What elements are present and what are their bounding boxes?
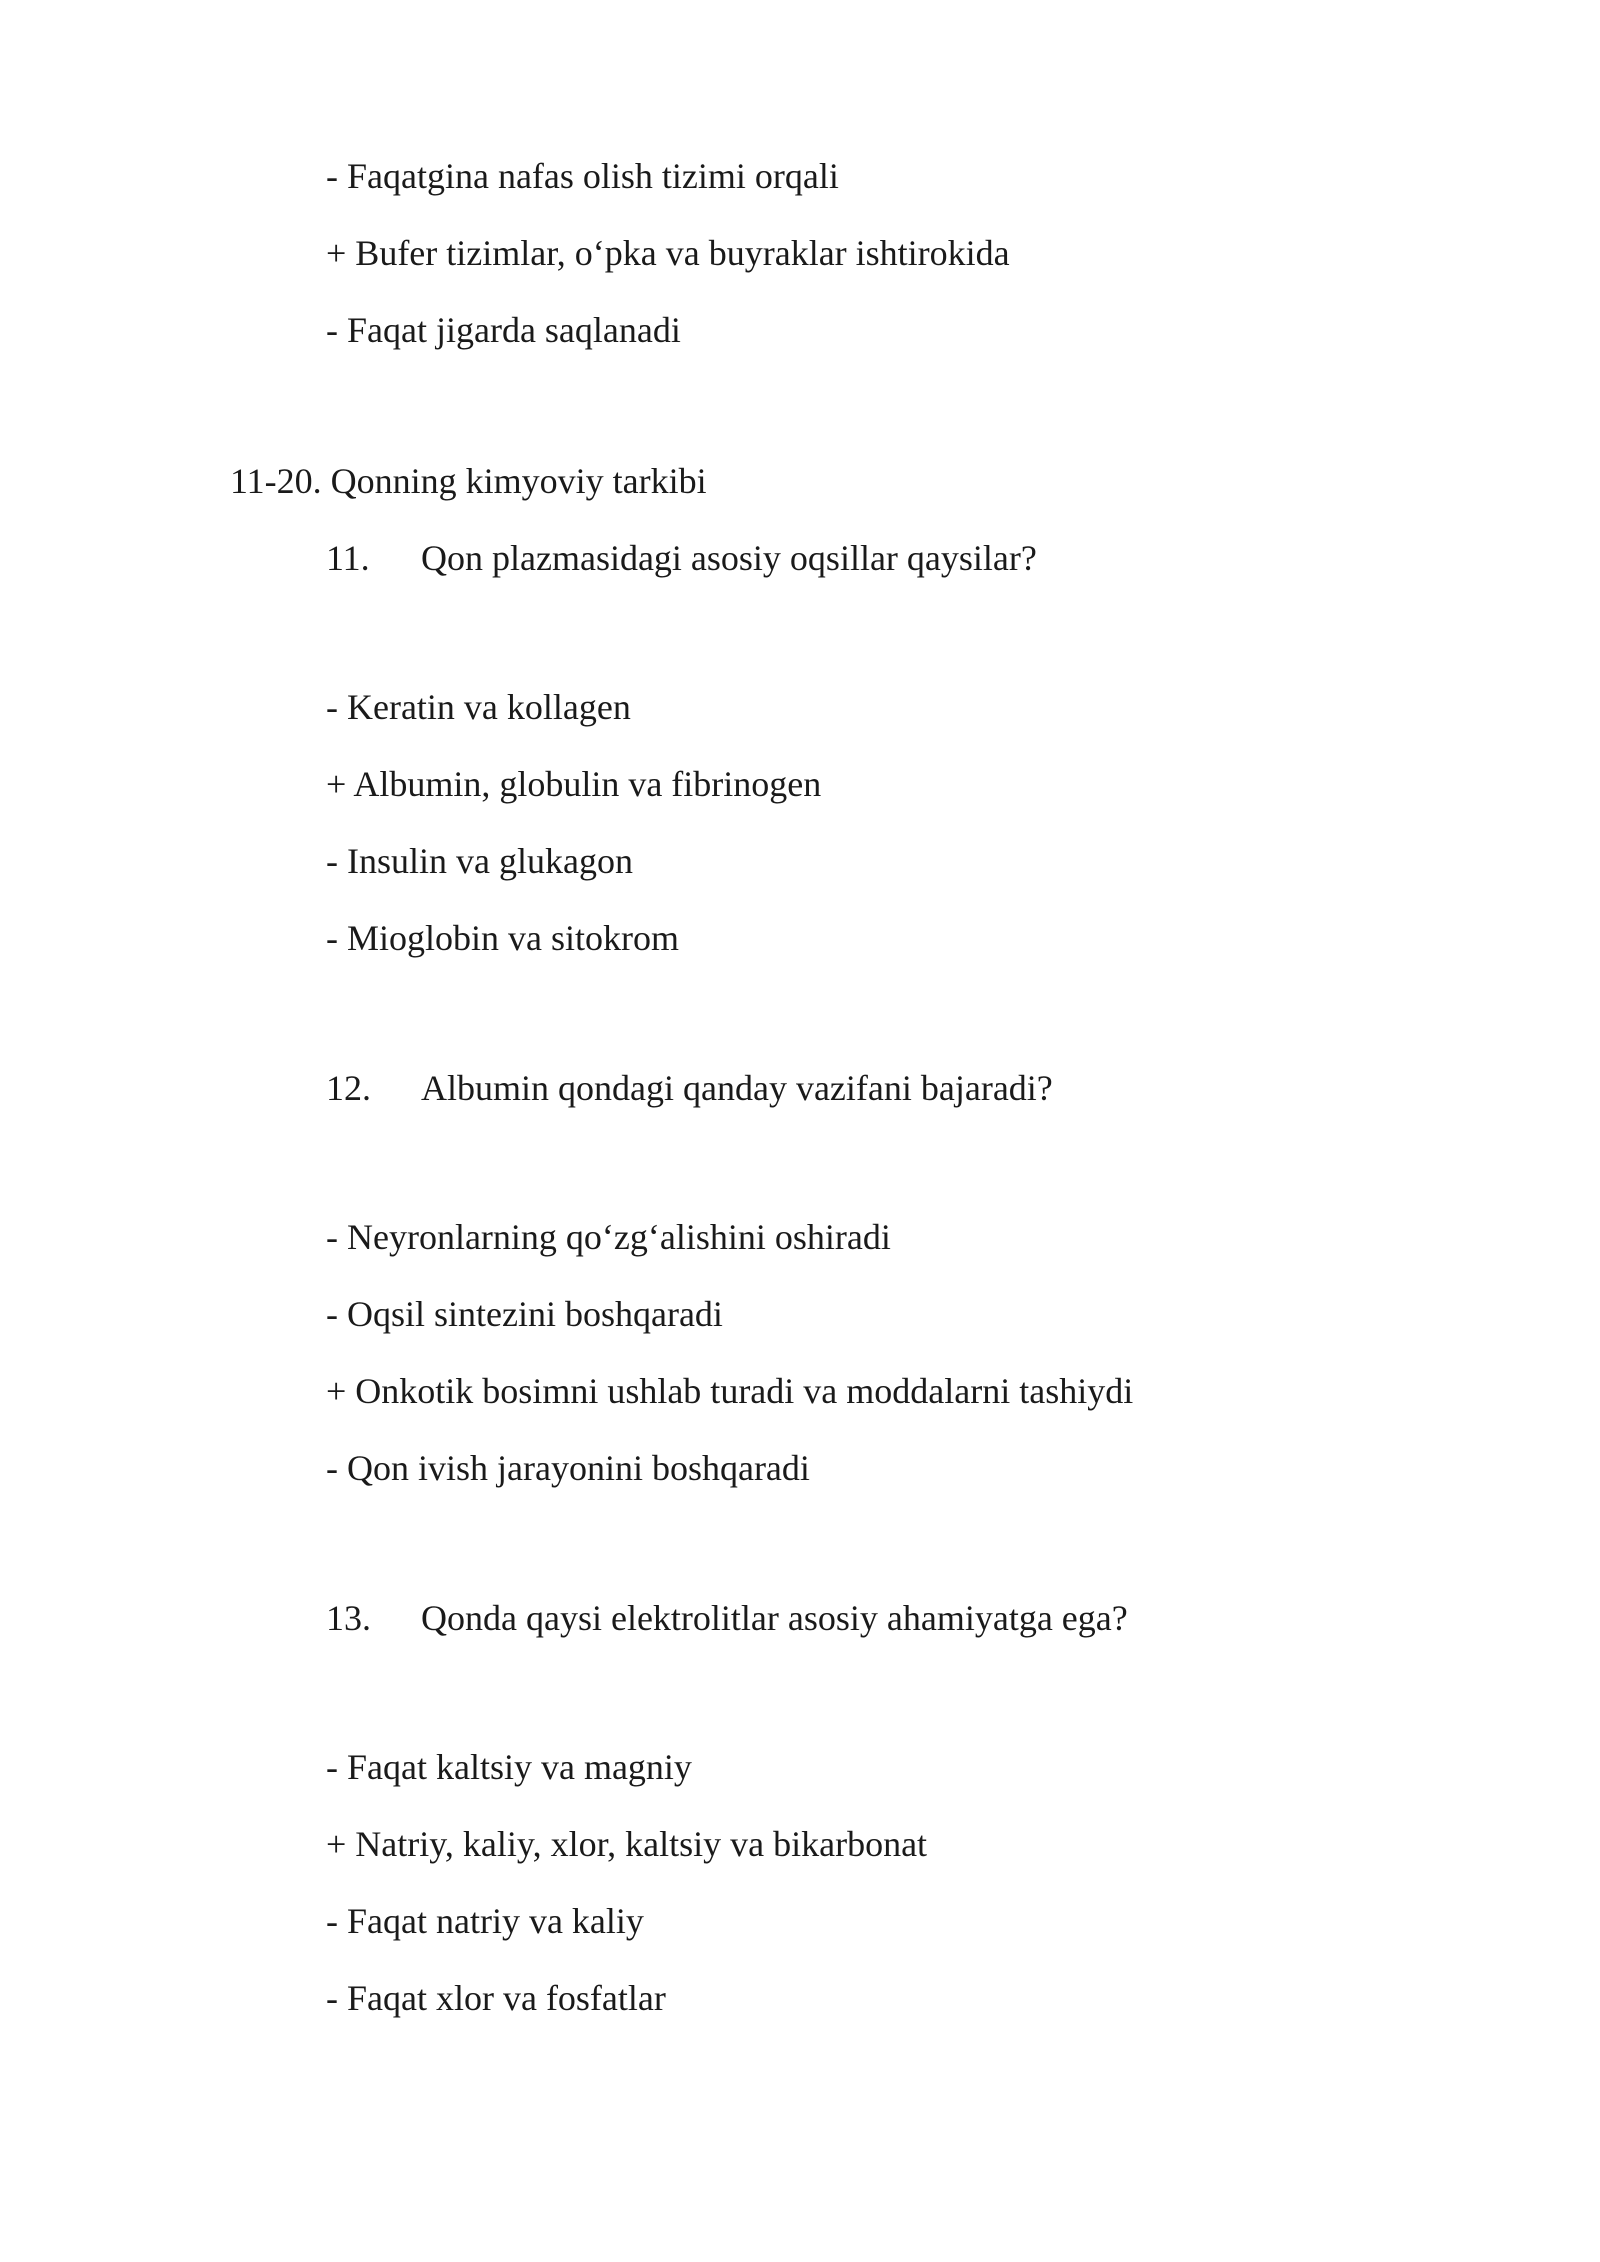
question-12: [326, 1066, 1053, 1110]
question-number: 13.: [326, 1598, 371, 1638]
answer-option-correct: + Natriy, kaliy, xlor, kaltsiy va bikarbonat: [326, 1824, 928, 1864]
answer-option: - Faqat kaltsiy va magniy: [326, 1747, 692, 1787]
answer-option: - Keratin va kollagen: [326, 687, 631, 727]
answer-option: - Faqat xlor va fosfatlar: [326, 1978, 666, 2018]
answer-option: - Insulin va glukagon: [326, 841, 633, 881]
answer-option: - Oqsil sintezini boshqaradi: [326, 1294, 723, 1334]
answer-option: - Faqatgina nafas olish tizimi orqali: [326, 156, 839, 196]
answer-option-correct: + Albumin, globulin va fibrinogen: [326, 764, 822, 804]
question-text: Qonda qaysi elektrolitlar asosiy ahamiyatga ega?: [421, 1598, 1128, 1638]
answer-option: - Qon ivish jarayonini boshqaradi: [326, 1448, 810, 1488]
question-text: Qon plazmasidagi asosiy oqsillar qaysilar?: [421, 538, 1037, 578]
question-11: [326, 536, 1037, 580]
question-number: 11.: [326, 538, 370, 578]
answer-option-correct: + Bufer tizimlar, o‘pka va buyraklar ishtirokida: [326, 233, 1010, 273]
answer-option: - Mioglobin va sitokrom: [326, 918, 679, 958]
answer-option: - Faqat natriy va kaliy: [326, 1901, 644, 1941]
answer-option-correct: + Onkotik bosimni ushlab turadi va moddalarni tashiydi: [326, 1371, 1134, 1411]
question-13: [326, 1596, 1128, 1640]
question-number: 12.: [326, 1068, 371, 1108]
section-heading: 11-20. Qonning kimyoviy tarkibi: [230, 461, 707, 501]
answer-option: - Faqat jigarda saqlanadi: [326, 310, 681, 350]
answer-option: - Neyronlarning qo‘zg‘alishini oshiradi: [326, 1217, 891, 1257]
question-text: Albumin qondagi qanday vazifani bajaradi?: [421, 1068, 1053, 1108]
